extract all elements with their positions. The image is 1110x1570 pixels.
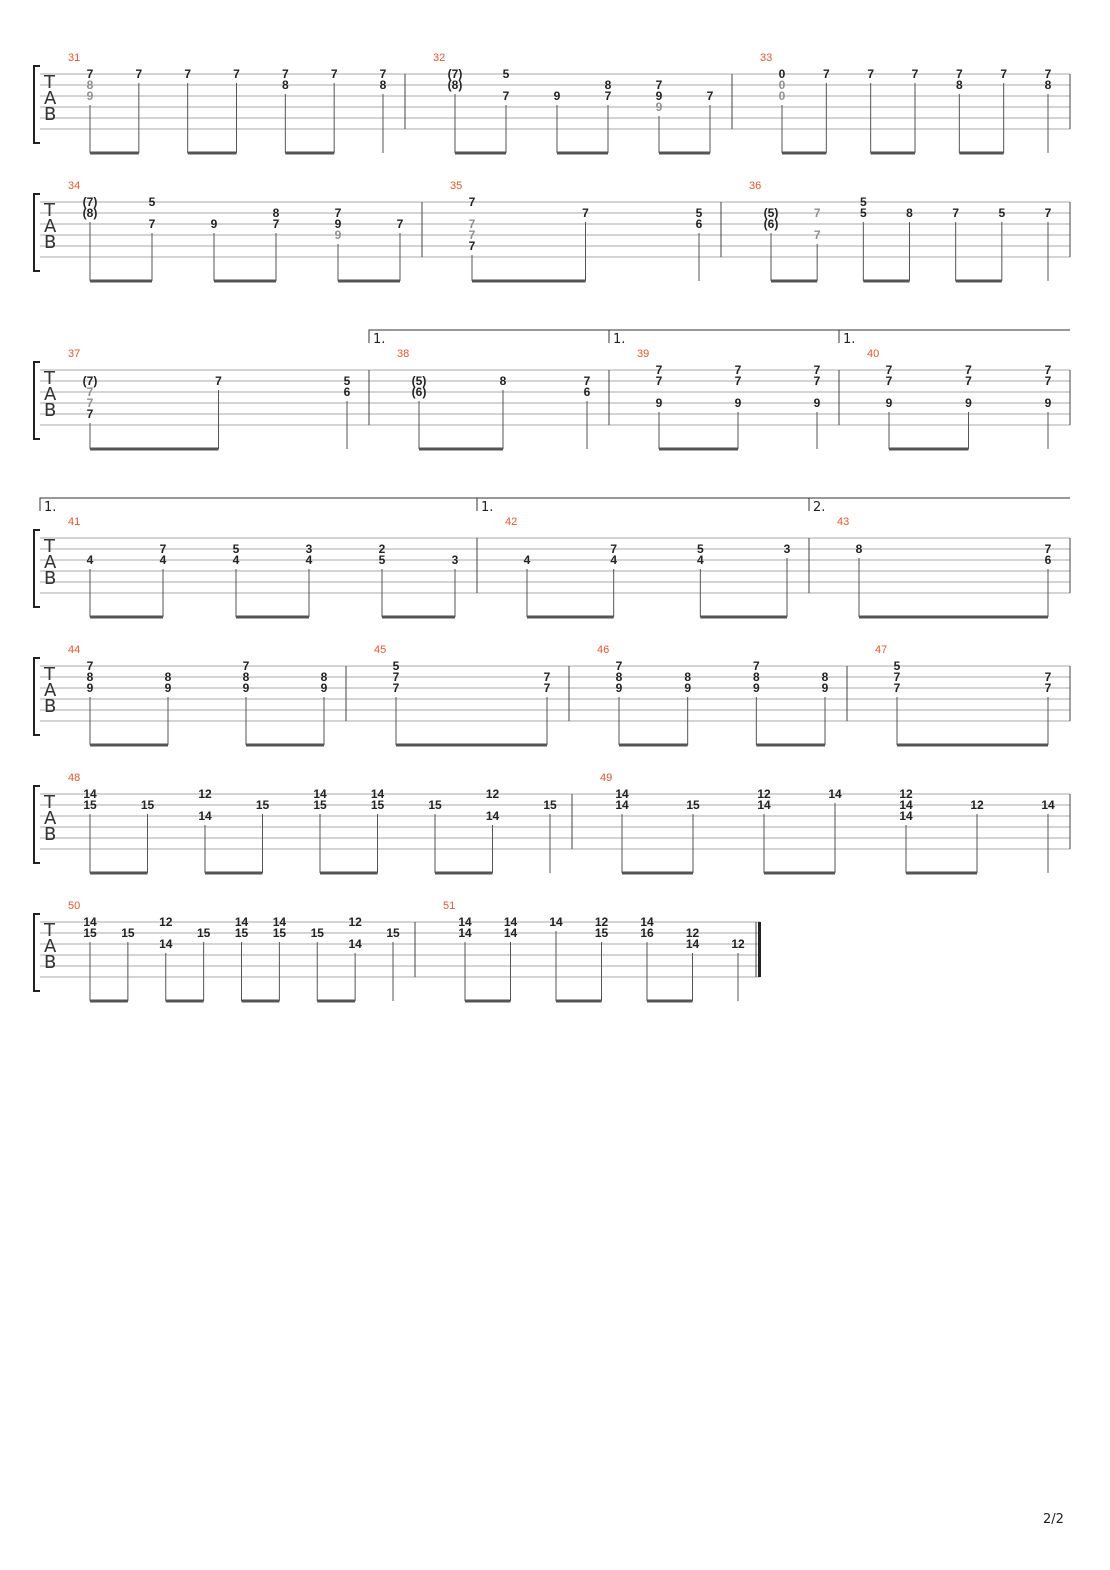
fret-number: 5 <box>859 195 867 209</box>
fret-number: 7 <box>965 363 972 377</box>
fret-number: 4 <box>159 553 167 567</box>
fret-number: 8 <box>320 670 328 684</box>
tab-clef-letter: T <box>44 72 55 93</box>
fret-number: 5 <box>859 206 867 220</box>
fret-number: 2 <box>378 542 386 556</box>
fret-number: 7 <box>604 89 612 103</box>
fret-number: 7 <box>1044 681 1052 695</box>
measure-number: 46 <box>597 644 610 656</box>
fret-number: 14 <box>503 915 518 929</box>
measure-number: 37 <box>68 348 81 360</box>
volta-bracket <box>809 498 1070 511</box>
measure <box>749 180 1052 281</box>
fret-number: 7 <box>813 206 821 220</box>
tab-clef-letter: A <box>44 808 57 829</box>
fret-number: 9 <box>655 100 663 114</box>
tab-system <box>34 516 1070 617</box>
fret-number: 7 <box>1044 374 1052 388</box>
fret-number: 8 <box>684 670 692 684</box>
fret-number: 5 <box>893 659 901 673</box>
fret-number: 5 <box>998 206 1006 220</box>
fret-number: 8 <box>821 670 829 684</box>
fret-number: 7 <box>148 217 156 231</box>
measure-number: 35 <box>450 180 463 192</box>
fret-number: 7 <box>135 67 143 81</box>
fret-number: 7 <box>813 363 821 377</box>
fret-number: 14 <box>828 787 842 801</box>
fret-number: 14 <box>83 787 97 801</box>
fret-number: 12 <box>198 787 212 801</box>
fret-number: 9 <box>164 681 172 695</box>
tab-clef-letter: B <box>44 104 57 125</box>
tab-clef-letter: B <box>44 400 57 421</box>
fret-number: 6 <box>343 385 351 399</box>
measure <box>597 644 829 745</box>
volta-label: 1. <box>481 500 494 515</box>
volta-label: 1. <box>843 332 856 347</box>
fret-number: 14 <box>549 915 563 929</box>
fret-number: 7 <box>392 681 400 695</box>
measure <box>637 348 821 449</box>
fret-number: 7 <box>752 659 760 673</box>
volta-bracket <box>40 498 477 511</box>
fret-number: 7 <box>330 67 338 81</box>
fret-number: 12 <box>685 926 700 940</box>
fret-number: 7 <box>86 67 94 81</box>
fret-number: 7 <box>1044 206 1052 220</box>
measure <box>867 348 1052 449</box>
measure-number: 39 <box>637 348 650 360</box>
measure <box>68 772 557 873</box>
measure-number: 33 <box>760 52 773 64</box>
fret-number: 7 <box>86 659 94 673</box>
fret-number: 12 <box>731 937 745 951</box>
fret-number: 9 <box>684 681 692 695</box>
system-bracket <box>34 786 40 863</box>
fret-number: 7 <box>1044 670 1052 684</box>
tab-clef-letter: A <box>44 384 57 405</box>
fret-number: 7 <box>734 363 742 377</box>
tab-system <box>34 900 761 1001</box>
fret-number: 7 <box>885 363 893 377</box>
measure <box>760 52 1052 153</box>
tab-clef-letter: B <box>44 568 57 589</box>
measure <box>433 52 714 153</box>
measure <box>68 644 328 745</box>
fret-number: 14 <box>757 798 771 812</box>
measure <box>68 900 400 1001</box>
fret-number: 9 <box>242 681 250 695</box>
fret-number: 12 <box>348 915 362 929</box>
measure <box>68 180 404 281</box>
fret-number: 7 <box>734 374 742 388</box>
tab-system <box>34 644 1070 745</box>
fret-number: 8 <box>752 670 760 684</box>
fret-number: 15 <box>594 926 609 940</box>
page-number: 2/2 <box>1043 1512 1064 1527</box>
fret-number: (5) <box>763 206 779 220</box>
fret-number: 14 <box>198 809 212 823</box>
fret-number: 14 <box>640 915 654 929</box>
tab-system <box>34 348 1070 449</box>
fret-number: 7 <box>952 206 960 220</box>
measure-number: 45 <box>374 644 387 656</box>
fret-number: 3 <box>783 542 791 556</box>
fret-number: 15 <box>543 798 557 812</box>
system-bracket <box>34 362 40 439</box>
fret-number: 7 <box>159 542 167 556</box>
fret-number: (5) <box>411 374 427 388</box>
tab-clef-letter: T <box>44 368 55 389</box>
fret-number: 9 <box>334 228 342 242</box>
fret-number: 0 <box>778 89 786 103</box>
fret-number: 8 <box>379 78 387 92</box>
volta-label: 1. <box>44 500 57 515</box>
fret-number: 3 <box>451 553 459 567</box>
fret-number: 8 <box>955 78 963 92</box>
fret-number: 7 <box>615 659 623 673</box>
fret-number: 8 <box>906 206 913 220</box>
tab-clef-letter: B <box>44 696 57 717</box>
fret-number: 14 <box>272 915 287 929</box>
volta-label: 2. <box>813 500 826 515</box>
fret-number: 12 <box>757 787 771 801</box>
tab-systems <box>34 52 1070 1001</box>
fret-number: 7 <box>396 217 404 231</box>
fret-number: 7 <box>281 67 289 81</box>
fret-number: 12 <box>594 915 609 929</box>
tab-system <box>34 52 1070 153</box>
fret-number: 7 <box>392 670 400 684</box>
fret-number: 9 <box>655 396 663 410</box>
fret-number: 7 <box>502 89 510 103</box>
tab-clef-letter: T <box>44 792 55 813</box>
fret-number: 6 <box>583 385 591 399</box>
fret-number: (8) <box>447 78 463 92</box>
tab-clef-letter: A <box>44 216 57 237</box>
measure-number: 32 <box>433 52 446 64</box>
fret-number: 7 <box>893 670 901 684</box>
fret-number: 15 <box>310 926 324 940</box>
volta-bracket <box>609 330 839 343</box>
fret-number: 14 <box>685 937 700 951</box>
fret-number: 6 <box>695 217 703 231</box>
fret-number: 15 <box>428 798 442 812</box>
measure <box>443 900 745 1001</box>
fret-number: 9 <box>334 217 342 231</box>
fret-number: 7 <box>893 681 901 695</box>
fret-number: (7) <box>82 374 98 388</box>
fret-number: 5 <box>232 542 240 556</box>
fret-number: 8 <box>855 542 863 556</box>
fret-number: 5 <box>148 195 156 209</box>
tab-system <box>34 180 1070 281</box>
fret-number: 8 <box>604 78 612 92</box>
fret-number: 9 <box>615 681 623 695</box>
fret-number: 7 <box>655 363 663 377</box>
fret-number: 0 <box>778 78 786 92</box>
fret-number: 7 <box>955 67 963 81</box>
system-bracket <box>34 658 40 735</box>
fret-number: (7) <box>82 195 98 209</box>
tab-clef-letter: T <box>44 664 55 685</box>
fret-number: 14 <box>370 787 385 801</box>
measure-number: 51 <box>443 900 456 912</box>
fret-number: 14 <box>348 937 362 951</box>
tab-clef-letter: B <box>44 824 57 845</box>
measure-number: 31 <box>68 52 81 64</box>
measure-number: 50 <box>68 900 81 912</box>
tab-clef-letter: A <box>44 88 57 109</box>
fret-number: 9 <box>885 396 893 410</box>
fret-number: 15 <box>140 798 155 812</box>
fret-number: 5 <box>696 542 704 556</box>
fret-number: 8 <box>86 78 94 92</box>
fret-number: 15 <box>386 926 400 940</box>
fret-number: 9 <box>752 681 760 695</box>
fret-number: 4 <box>610 553 618 567</box>
tab-clef-letter: B <box>44 232 57 253</box>
fret-number: 12 <box>159 915 173 929</box>
measure-number: 48 <box>68 772 81 784</box>
system-bracket <box>34 530 40 607</box>
system-bracket <box>34 66 40 143</box>
fret-number: 6 <box>1044 553 1052 567</box>
fret-number: 14 <box>899 798 913 812</box>
volta-bracket <box>369 330 609 343</box>
fret-number: 7 <box>706 89 714 103</box>
fret-number: 7 <box>582 206 589 220</box>
fret-number: 15 <box>83 926 97 940</box>
measure <box>68 52 387 153</box>
fret-number: 7 <box>583 374 591 388</box>
system-bracket <box>34 194 40 271</box>
fret-number: 5 <box>343 374 351 388</box>
volta-bracket <box>477 498 809 511</box>
measure-number: 49 <box>600 772 613 784</box>
fret-number: 4 <box>305 553 313 567</box>
fret-number: 7 <box>911 67 919 81</box>
measure <box>450 180 703 281</box>
fret-number: 9 <box>965 396 972 410</box>
fret-number: 15 <box>121 926 135 940</box>
fret-number: 14 <box>1041 798 1055 812</box>
measure-number: 38 <box>397 348 410 360</box>
fret-number: 4 <box>232 553 240 567</box>
tab-clef-letter: B <box>44 952 57 973</box>
measure <box>68 516 459 617</box>
fret-number: 15 <box>272 926 287 940</box>
fret-number: 15 <box>234 926 249 940</box>
fret-number: 14 <box>313 787 327 801</box>
fret-number: (6) <box>763 217 779 231</box>
fret-number: 14 <box>458 915 472 929</box>
fret-number: 3 <box>305 542 313 556</box>
tab-clef-letter: T <box>44 536 55 557</box>
fret-number: 15 <box>83 798 97 812</box>
fret-number: 7 <box>885 374 893 388</box>
fret-number: 8 <box>281 78 289 92</box>
tab-clef-letter: T <box>44 200 55 221</box>
fret-number: 7 <box>965 374 972 388</box>
fret-number: 7 <box>242 659 250 673</box>
fret-number: 4 <box>86 553 94 567</box>
fret-number: 8 <box>272 206 280 220</box>
fret-number: 8 <box>1044 78 1052 92</box>
fret-number: 7 <box>610 542 618 556</box>
fret-number: 8 <box>615 670 623 684</box>
fret-number: 15 <box>370 798 385 812</box>
fret-number: 7 <box>543 681 551 695</box>
fret-number: 8 <box>86 670 94 684</box>
fret-number: 7 <box>86 385 94 399</box>
fret-number: 4 <box>696 553 704 567</box>
fret-number: 7 <box>1044 363 1052 377</box>
fret-number: 4 <box>523 553 531 567</box>
system-bracket <box>34 914 40 991</box>
measure-number: 43 <box>837 516 850 528</box>
fret-number: 8 <box>499 374 507 388</box>
measure-number: 41 <box>68 516 81 528</box>
fret-number: 7 <box>379 67 387 81</box>
fret-number: 7 <box>233 67 240 81</box>
fret-number: 14 <box>899 809 913 823</box>
measure <box>600 772 1055 873</box>
fret-number: (6) <box>411 385 427 399</box>
volta-bracket <box>839 330 1070 343</box>
tab-clef-letter: A <box>44 552 57 573</box>
fret-number: 9 <box>86 681 94 695</box>
fret-number: 7 <box>655 374 663 388</box>
fret-number: 8 <box>242 670 250 684</box>
fret-number: 12 <box>485 787 500 801</box>
fret-number: 15 <box>313 798 327 812</box>
fret-number: 9 <box>655 89 663 103</box>
tab-system <box>34 772 1070 873</box>
fret-number: 9 <box>210 217 218 231</box>
fret-number: 5 <box>392 659 400 673</box>
fret-number: 7 <box>1044 542 1052 556</box>
measure <box>397 348 591 449</box>
fret-number: 14 <box>615 798 629 812</box>
fret-number: 12 <box>899 787 913 801</box>
fret-number: 15 <box>686 798 700 812</box>
fret-number: 9 <box>553 89 561 103</box>
measure-number: 42 <box>505 516 518 528</box>
tab-clef-letter: A <box>44 936 57 957</box>
fret-number: 9 <box>1044 396 1052 410</box>
fret-number: 7 <box>86 396 94 410</box>
measure <box>68 348 351 449</box>
volta-label: 1. <box>613 332 626 347</box>
fret-number: 7 <box>822 67 830 81</box>
fret-number: 5 <box>502 67 510 81</box>
fret-number: 7 <box>1000 67 1008 81</box>
fret-number: 14 <box>159 937 173 951</box>
fret-number: 7 <box>813 228 821 242</box>
volta-label: 1. <box>373 332 386 347</box>
fret-number: 7 <box>468 217 476 231</box>
fret-number: 7 <box>468 228 476 242</box>
fret-number: 7 <box>813 374 821 388</box>
fret-number: 7 <box>215 374 222 388</box>
fret-number: 7 <box>867 67 875 81</box>
fret-number: 5 <box>378 553 386 567</box>
fret-number: 7 <box>272 217 280 231</box>
fret-number: 7 <box>184 67 192 81</box>
fret-number: 9 <box>821 681 829 695</box>
fret-number: 7 <box>543 670 551 684</box>
fret-number: 7 <box>86 407 94 421</box>
fret-number: 7 <box>468 195 476 209</box>
fret-number: 8 <box>164 670 172 684</box>
tab-clef-letter: A <box>44 680 57 701</box>
fret-number: 7 <box>334 206 342 220</box>
measure <box>875 644 1052 745</box>
measure-number: 40 <box>867 348 880 360</box>
fret-number: 7 <box>1044 67 1052 81</box>
fret-number: 16 <box>640 926 654 940</box>
fret-number: 14 <box>234 915 249 929</box>
fret-number: 15 <box>255 798 270 812</box>
fret-number: 9 <box>734 396 742 410</box>
fret-number: 12 <box>970 798 984 812</box>
fret-number: 9 <box>86 89 94 103</box>
fret-number: 14 <box>503 926 518 940</box>
fret-number: 7 <box>655 78 663 92</box>
measure-number: 36 <box>749 180 762 192</box>
measure-number: 34 <box>68 180 81 192</box>
fret-number: 9 <box>813 396 821 410</box>
fret-number: 14 <box>485 809 500 823</box>
measure <box>505 516 791 617</box>
fret-number: (7) <box>447 67 463 81</box>
fret-number: 9 <box>320 681 328 695</box>
fret-number: 0 <box>778 67 786 81</box>
fret-number: 15 <box>196 926 211 940</box>
fret-number: 14 <box>83 915 97 929</box>
fret-number: (8) <box>82 206 98 220</box>
fret-number: 14 <box>615 787 629 801</box>
fret-number: 14 <box>458 926 472 940</box>
measure-number: 44 <box>68 644 81 656</box>
measure <box>837 516 1052 617</box>
measure <box>374 644 551 745</box>
measure-number: 47 <box>875 644 888 656</box>
tab-clef-letter: T <box>44 920 55 941</box>
fret-number: 7 <box>468 239 476 253</box>
final-barline-thick <box>758 922 761 977</box>
fret-number: 5 <box>695 206 703 220</box>
